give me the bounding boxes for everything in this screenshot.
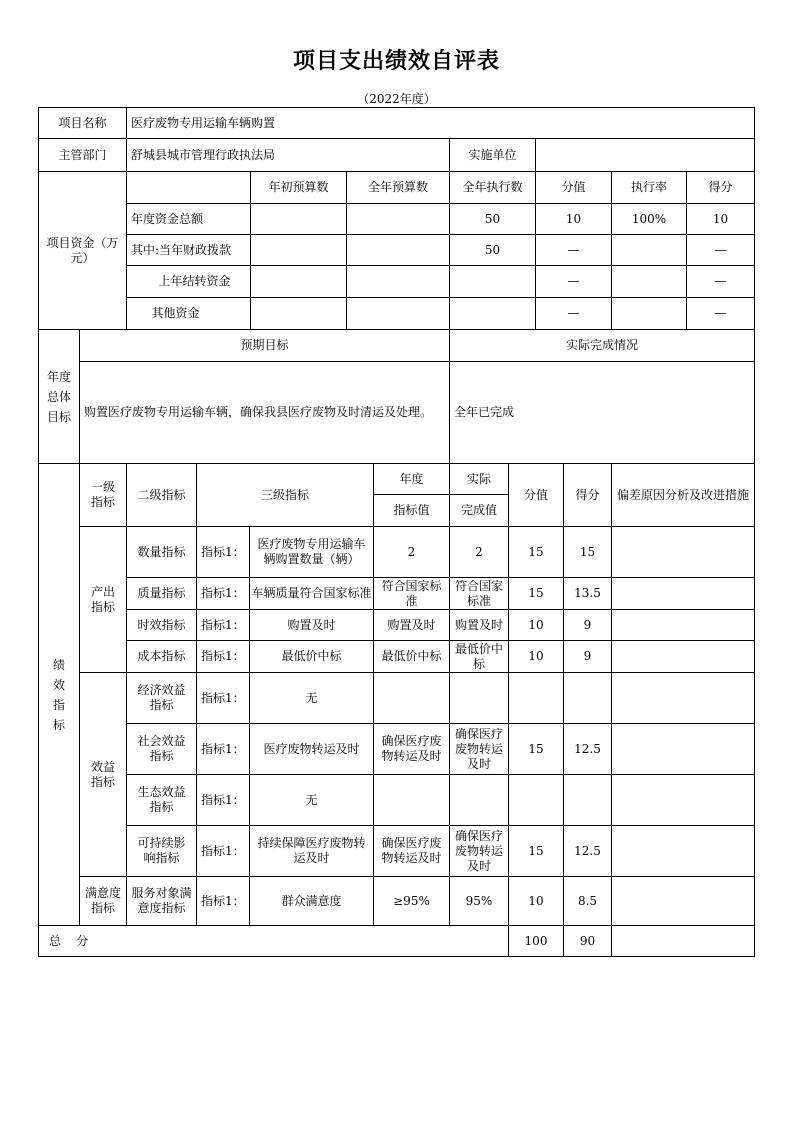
perf-row-score: 15 (563, 526, 612, 578)
funds-row-exec (449, 265, 536, 298)
funds-header-blank (126, 171, 251, 204)
perf-row-actual: 最低价中标 (449, 640, 509, 673)
perf-row-idx: 指标1： (196, 774, 250, 826)
funds-row-full (346, 234, 450, 266)
goals-label (38, 329, 80, 464)
goals-actual-text: 全年已完成 (449, 361, 755, 464)
funds-header-full: 全年预算数 (346, 171, 450, 204)
perf-header-actual-top: 实际 (449, 463, 509, 495)
funds-row-rate: 100% (611, 203, 687, 235)
perf-row-idx: 指标1： (196, 723, 250, 775)
perf-row-target: 符合国家标准 (373, 577, 450, 610)
impl-value (535, 138, 755, 172)
funds-row-name: 其他资金 (126, 297, 251, 330)
perf-row-score: 13.5 (563, 577, 612, 610)
perf-row-target: 购置及时 (373, 609, 450, 641)
dept-label: 主管部门 (38, 138, 127, 172)
funds-row-score: — (686, 265, 755, 298)
perf-row-l2: 经济效益指标 (126, 672, 197, 724)
goals-label-line: 总体 (46, 389, 71, 404)
perf-row-idx: 指标1： (196, 825, 250, 877)
perf-row-note (611, 723, 755, 775)
funds-row-score-val: — (535, 234, 612, 266)
funds-row-name: 其中:当年财政拨款 (126, 234, 251, 266)
perf-header-l2: 二级指标 (126, 463, 197, 527)
funds-row-score: — (686, 234, 755, 266)
perf-row-idx: 指标1： (196, 526, 250, 578)
perf-row-note (611, 774, 755, 826)
perf-row-note (611, 526, 755, 578)
funds-label: 项目资金（万元） (38, 171, 127, 330)
perf-row-target: 最低价中标 (373, 640, 450, 673)
perf-group-satisfaction: 满意度指标 (79, 876, 127, 926)
funds-row-score-val: — (535, 265, 612, 298)
funds-row-exec (449, 297, 536, 330)
perf-row-score (563, 774, 612, 826)
perf-row-target (373, 672, 450, 724)
perf-header-analysis: 偏差原因分析及改进措施 (611, 463, 755, 527)
perf-group-output: 产出指标 (79, 526, 127, 673)
perf-row-note (611, 825, 755, 877)
funds-row-full (346, 265, 450, 298)
perf-row-score: 9 (563, 640, 612, 673)
perf-row-actual: 符合国家标准 (449, 577, 509, 610)
funds-row-score-val: 10 (535, 203, 612, 235)
goals-label-line: 目标 (46, 409, 71, 424)
funds-row-score: 10 (686, 203, 755, 235)
funds-row-start (250, 265, 347, 298)
perf-row-l3: 无 (249, 774, 374, 826)
perf-row-l3: 医疗废物专用运输车辆购置数量（辆） (249, 526, 374, 578)
funds-row-score-val: — (535, 297, 612, 330)
perf-row-note (611, 640, 755, 673)
funds-row-start (250, 203, 347, 235)
perf-row-score: 12.5 (563, 825, 612, 877)
perf-row-score-val: 10 (508, 640, 564, 673)
perf-row-l3: 购置及时 (249, 609, 374, 641)
report-year: （2022年度） (357, 92, 436, 106)
perf-row-actual: 确保医疗废物转运及时 (449, 723, 509, 775)
dept-value: 舒城县城市管理行政执法局 (126, 138, 450, 172)
perf-row-actual: 2 (449, 526, 509, 578)
perf-row-note (611, 672, 755, 724)
perf-row-target: 2 (373, 526, 450, 578)
perf-row-idx: 指标1： (196, 609, 250, 641)
funds-row-exec: 50 (449, 234, 536, 266)
perf-row-l2: 可持续影响指标 (126, 825, 197, 877)
perf-header-l3: 三级指标 (196, 463, 374, 527)
perf-label-char: 绩 (52, 657, 65, 672)
perf-row-note (611, 577, 755, 610)
funds-row-start (250, 297, 347, 330)
perf-row-score-val: 15 (508, 577, 564, 610)
funds-row-name: 年度资金总额 (126, 203, 251, 235)
funds-row-full (346, 297, 450, 330)
perf-row-score-val: 15 (508, 723, 564, 775)
goals-expected-header: 预期目标 (79, 329, 450, 362)
goals-label-line: 年度 (46, 369, 71, 384)
goals-expected-text: 购置医疗废物专用运输车辆，确保我县医疗废物及时清运及处理。 (79, 361, 450, 464)
perf-row-actual: 确保医疗废物转运及时 (449, 825, 509, 877)
perf-row-l2: 质量指标 (126, 577, 197, 610)
perf-group-benefit: 效益指标 (79, 672, 127, 877)
perf-row-l2: 服务对象满意度指标 (126, 876, 197, 926)
perf-row-score-val: 15 (508, 825, 564, 877)
perf-row-score: 12.5 (563, 723, 612, 775)
funds-row-rate (611, 297, 687, 330)
perf-row-score-val (508, 774, 564, 826)
perf-row-note (611, 609, 755, 641)
total-label: 总 分 (38, 925, 509, 957)
perf-row-l3: 无 (249, 672, 374, 724)
perf-label-char: 标 (52, 717, 65, 732)
perf-row-score-val (508, 672, 564, 724)
funds-header-score-val: 分值 (535, 171, 612, 204)
perf-row-target: ≥95% (373, 876, 450, 926)
funds-row-start (250, 234, 347, 266)
perf-header-l1: 一级指标 (79, 463, 127, 527)
perf-row-l2: 成本指标 (126, 640, 197, 673)
perf-label-char: 效 (52, 677, 65, 692)
goals-actual-header: 实际完成情况 (449, 329, 755, 362)
perf-row-score: 9 (563, 609, 612, 641)
page-title: 项目支出绩效自评表 (292, 49, 500, 74)
perf-header-year-bottom: 指标值 (373, 494, 450, 527)
perf-header-score: 得分 (563, 463, 612, 527)
perf-row-idx: 指标1： (196, 672, 250, 724)
perf-row-target: 确保医疗废物转运及时 (373, 723, 450, 775)
perf-row-score: 8.5 (563, 876, 612, 926)
perf-row-l3: 最低价中标 (249, 640, 374, 673)
perf-header-year-top: 年度 (373, 463, 450, 495)
funds-row-exec: 50 (449, 203, 536, 235)
perf-row-idx: 指标1： (196, 640, 250, 673)
perf-row-l2: 社会效益指标 (126, 723, 197, 775)
total-score-val: 100 (508, 925, 564, 957)
perf-row-l3: 医疗废物转运及时 (249, 723, 374, 775)
perf-row-score-val: 10 (508, 876, 564, 926)
funds-row-score: — (686, 297, 755, 330)
project-name-label: 项目名称 (38, 107, 127, 139)
funds-row-name: 上年结转资金 (126, 265, 251, 298)
perf-row-actual (449, 672, 509, 724)
total-note (611, 925, 755, 957)
perf-row-score (563, 672, 612, 724)
perf-row-target: 确保医疗废物转运及时 (373, 825, 450, 877)
perf-row-idx: 指标1： (196, 577, 250, 610)
perf-row-actual (449, 774, 509, 826)
funds-row-rate (611, 234, 687, 266)
funds-header-score: 得分 (686, 171, 755, 204)
funds-header-start: 年初预算数 (250, 171, 347, 204)
perf-row-actual: 购置及时 (449, 609, 509, 641)
impl-label: 实施单位 (449, 138, 536, 172)
perf-row-score-val: 15 (508, 526, 564, 578)
perf-row-l2: 生态效益指标 (126, 774, 197, 826)
perf-row-note (611, 876, 755, 926)
perf-row-l3: 车辆质量符合国家标准 (249, 577, 374, 610)
funds-header-exec: 全年执行数 (449, 171, 536, 204)
perf-label-char: 指 (52, 697, 65, 712)
perf-row-l3: 群众满意度 (249, 876, 374, 926)
perf-row-target (373, 774, 450, 826)
project-name-value: 医疗废物专用运输车辆购置 (126, 107, 755, 139)
perf-row-l3: 持续保障医疗废物转运及时 (249, 825, 374, 877)
funds-header-rate: 执行率 (611, 171, 687, 204)
total-score: 90 (563, 925, 612, 957)
perf-row-idx: 指标1： (196, 876, 250, 926)
perf-row-score-val: 10 (508, 609, 564, 641)
perf-row-l2: 时效指标 (126, 609, 197, 641)
perf-row-l2: 数量指标 (126, 526, 197, 578)
perf-row-actual: 95% (449, 876, 509, 926)
perf-label (38, 463, 80, 926)
perf-header-actual-bottom: 完成值 (449, 494, 509, 527)
funds-row-rate (611, 265, 687, 298)
funds-row-full (346, 203, 450, 235)
perf-header-score-val: 分值 (508, 463, 564, 527)
